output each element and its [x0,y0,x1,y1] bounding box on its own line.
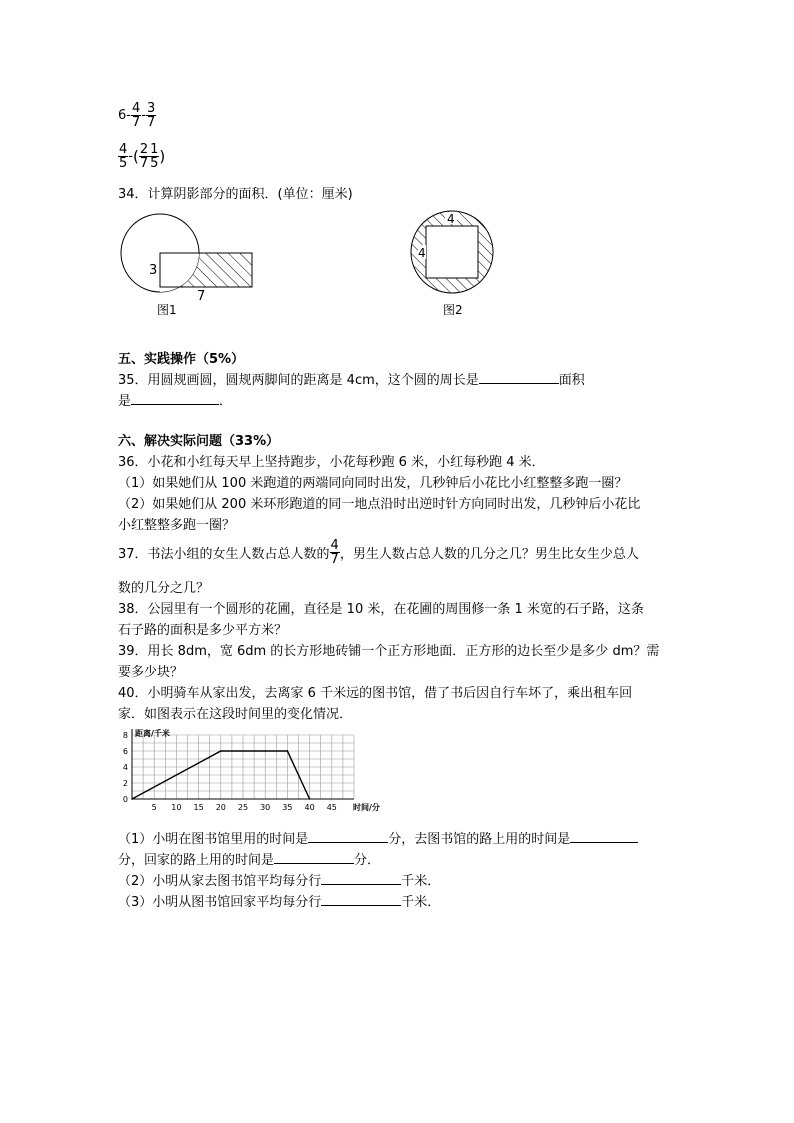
x-tick-label: 30 [260,803,271,812]
q35-blank-circumference[interactable] [479,382,559,384]
x-tick-label: 25 [237,803,249,812]
x-tick-label: 40 [304,803,315,812]
expression-2 [118,143,165,170]
q36-intro: 36．小花和小红每天早上坚持跑步，小花每秒跑 6 米，小红每秒跑 4 米． [118,455,545,470]
q40-blank-library-time[interactable] [308,841,388,843]
q34-text: 34．计算阴影部分的面积．(单位：厘米) [118,187,353,202]
expr1-fraction-1: $\frac{4}{7}$ [131,101,141,130]
fig2-caption: 图2 [443,303,463,317]
fig1-height-label: 3 [149,263,158,278]
expr2-fraction-2: $\frac{2}{7}$ [139,142,149,171]
figure-1 [115,208,265,320]
fig1-caption: 图1 [157,303,177,317]
q36-part-2a: （2）如果她们从 200 米环形跑道的同一地点沿时出逆时针方向同时出发，几秒钟后小花比 [118,497,641,512]
expr1-fraction-2: $\frac{3}{7}$ [146,101,156,130]
expr2-fraction-1: $\frac{4}{5}$ [119,142,128,171]
y-tick-label: 2 [122,779,128,788]
expr2-right-paren: ) [159,147,166,166]
q35-line-1: 35．用圆规画圆，圆规两脚间的距离是 4cm，这个圆的周长是 面积 [118,373,585,388]
data-point [220,750,222,752]
y-axis-label: 距离/千米 [135,729,170,738]
q40-blank-going-time[interactable] [570,841,638,843]
expr2-left-paren: ( [132,147,139,166]
q39-line-2: 要多少块？ [118,665,184,680]
figure-2 [405,208,505,320]
y-tick-label: 6 [122,747,128,756]
expression-1 [118,102,156,129]
q40-part-1-line-1: （1）小明在图书馆里用的时间是 分，去图书馆的路上用的时间是 [118,828,638,847]
q37-fraction: $\frac{4}{7}$ [330,538,339,567]
q38-line-1: 38．公园里有一个圆形的花圃，直径是 10 米，在花圃的周围修一条 1 米宽的石子路，这条 [118,602,644,617]
q35-line-2: 是 ． [118,394,233,409]
x-tick-label: 5 [151,803,157,812]
q38-line-2: 石子路的面积是多少平方米？ [118,623,288,638]
section-6-title: 六、解决实际问题（33%） [118,434,280,449]
fig2-top-label: 4 [447,212,455,226]
q40-blank-going-speed[interactable] [321,883,401,885]
data-point [287,750,289,752]
expr1-lead: 6- [118,108,131,123]
q35-blank-area[interactable] [131,403,219,405]
expr2-fraction-3: $\frac{1}{5}$ [150,142,159,171]
q40-line-1: 40．小明骑车从家出发，去离家 6 千米远的图书馆，借了书后因自行车坏了，乘出租车回 [118,686,633,701]
x-tick-label: 10 [171,803,182,812]
expr1-minus: - [141,108,146,123]
q40-part-3: （3）小明从图书馆回家平均每分行 千米． [118,895,441,910]
x-tick-label: 35 [282,803,293,812]
q39-line-1: 39．用长 8dm，宽 6dm 的长方形地砖铺一个正方形地面．正方形的边长至少是多少 dm？需 [118,644,660,659]
data-point [131,798,133,800]
q40-part-2: （2）小明从家去图书馆平均每分行 千米． [118,874,441,889]
x-axis-label: 时间/分 [353,803,380,812]
q40-part-1-line-2: 分，回家的路上用的时间是 分． [118,853,381,868]
fig1-width-label: 7 [197,289,206,304]
expr2-minus: - [128,149,133,164]
x-tick-label: 15 [193,803,204,812]
x-tick-label: 45 [326,803,337,812]
q40-blank-return-speed[interactable] [321,904,401,906]
q37-line-1: 37．书法小组的女生人数占总人数的 $\frac{4}{7}$ ，男生人数占总人数的几分之几？男生比女生少总人 [118,538,639,567]
y-tick-label: 0 [122,795,128,804]
q37-line-2: 数的几分之几？ [118,581,210,596]
fig2-square [426,226,478,278]
q40-line-2: 家．如图表示在这段时间里的变化情况． [118,707,353,722]
q36-part-2b: 小红整整多跑一圈？ [118,518,236,533]
y-tick-label: 4 [122,763,128,772]
x-tick-label: 20 [215,803,226,812]
data-point [309,798,311,800]
q36-part-1: （1）如果她们从 100 米跑道的两端同向同时出发，几秒钟后小花比小红整整多跑一圈？ [118,476,628,491]
q40-blank-return-time[interactable] [274,862,354,864]
distance-time-chart [114,722,380,822]
section-5-title: 五、实践操作（5%） [118,352,245,367]
fig2-left-label: 4 [418,246,426,260]
y-tick-label: 8 [122,731,128,740]
